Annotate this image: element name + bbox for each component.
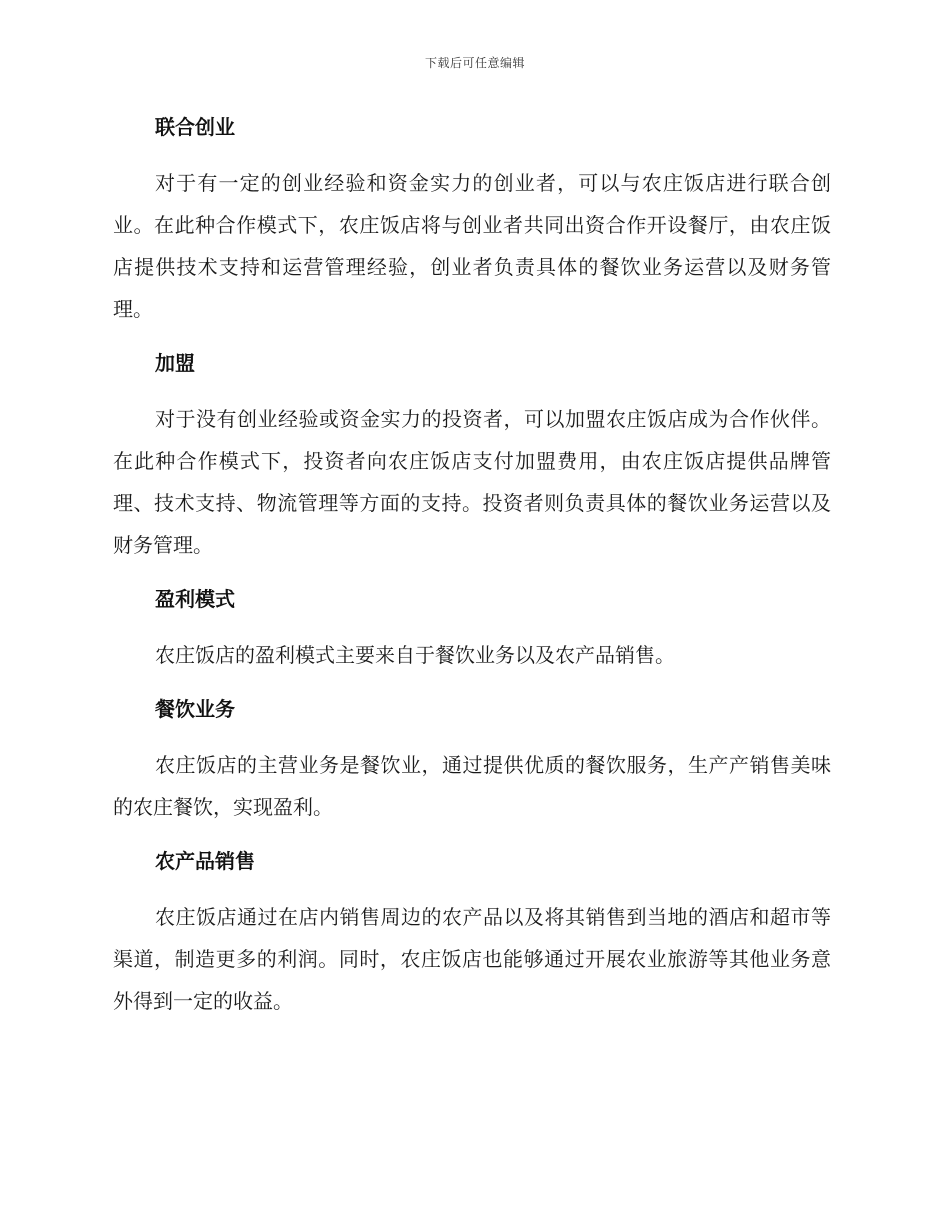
section-joint-venture — [113, 112, 831, 330]
section-heading: 加盟 — [155, 351, 195, 375]
section-farm-product-sales — [113, 846, 831, 1022]
section-paragraph: 对于有一定的创业经验和资金实力的创业者，可以与农庄饭店进行联合创业。在此种合作模式下，农庄饭店将与创业者共同出资合作开设餐厅，由农庄饭店提供技术支持和运营管理经验，创业者负责具体的餐饮业务运营以及财务管理。 — [113, 171, 831, 321]
section-paragraph: 农庄饭店的主营业务是餐饮业，通过提供优质的餐饮服务，生产产销售美味的农庄餐饮，实现盈利。 — [113, 753, 831, 819]
section-heading: 餐饮业务 — [155, 697, 235, 721]
section-paragraph: 农庄饭店的盈利模式主要来自于餐饮业务以及农产品销售。 — [155, 643, 675, 667]
section-heading: 联合创业 — [155, 115, 235, 139]
section-paragraph: 农庄饭店通过在店内销售周边的农产品以及将其销售到当地的酒店和超市等渠道，制造更多的利润。同时，农庄饭店也能够通过开展农业旅游等其他业务意外得到一定的收益。 — [113, 905, 831, 1013]
section-heading: 农产品销售 — [155, 849, 255, 873]
section-paragraph: 对于没有创业经验或资金实力的投资者，可以加盟农庄饭店成为合作伙伴。在此种合作模式下，投资者向农庄饭店支付加盟费用，由农庄饭店提供品牌管理、技术支持、物流管理等方面的支持。投资者则负责具体的餐饮业务运营以及财务管理。 — [113, 407, 831, 557]
section-profit-model — [113, 584, 831, 676]
page-header: 下载后可任意编辑 — [424, 56, 525, 70]
section-franchise — [113, 348, 831, 566]
document-body — [113, 112, 831, 1040]
section-heading: 盈利模式 — [155, 587, 235, 611]
section-catering-business — [113, 694, 831, 828]
